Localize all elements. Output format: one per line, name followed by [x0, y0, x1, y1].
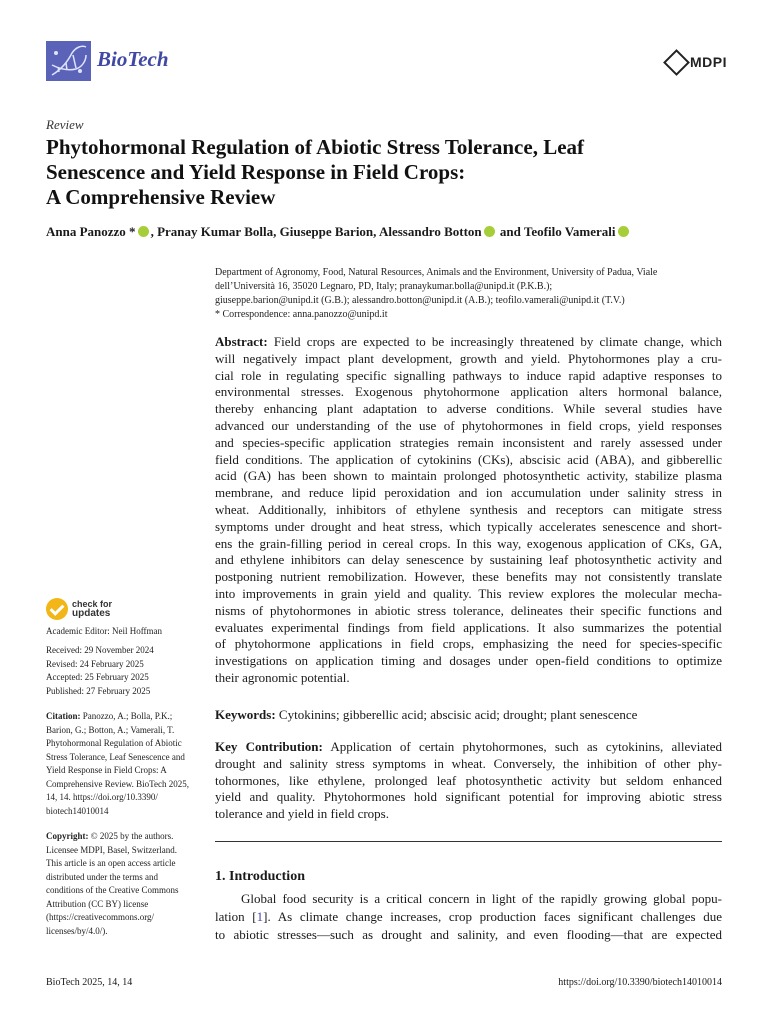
- abstract-line: environmental stresses. Exogenous phytohormone application alters hormonal balance,: [215, 384, 722, 400]
- title-line: Senescence and Yield Response in Field Crops:: [46, 160, 466, 184]
- section-divider: [215, 841, 722, 842]
- abstract-line: advanced our understanding of the use of phytohormones in field crops, yield responses: [215, 417, 722, 433]
- article-title: [46, 135, 726, 210]
- abstract: [215, 334, 722, 687]
- key-contribution-line: yield and quality. Phytohormones hold significant potential for improving abiotic stress: [215, 789, 722, 805]
- check-for-updates-badge[interactable]: check for updates: [46, 598, 112, 620]
- publisher-name: MDPI: [690, 54, 727, 70]
- key-contribution: [215, 739, 722, 823]
- abstract-line: their agronomic potential.: [215, 669, 350, 685]
- abstract-line: evaluates experimental findings from field applications. It also summarizes the potential: [215, 619, 722, 635]
- author-name: Pranay Kumar Bolla: [157, 224, 274, 239]
- introduction-text: [215, 890, 722, 944]
- author-list: Anna Panozzo * , Pranay Kumar Bolla, Giuseppe Barion, Alessandro Botton and Teofilo Vamerali: [46, 224, 631, 240]
- abstract-line: and ethylene inhibitors can delay senescence by sustaining leaf photosynthetic activity and: [215, 552, 722, 568]
- key-contribution-line: tolerance and yield in field crops.: [215, 806, 389, 822]
- orcid-icon[interactable]: [138, 226, 149, 237]
- orcid-icon[interactable]: [484, 226, 495, 237]
- academic-editor: Academic Editor: Neil Hoffman: [46, 626, 163, 636]
- affiliation-line: dell’Università 16, 35020 Legnaro, PD, Italy; pranaykumar.bolla@unipd.it (P.K.B.);: [215, 281, 553, 292]
- mdpi-diamond-icon: [663, 49, 690, 76]
- abstract-line: ens the grain-filling period in cereal crops. In this way, exogenous application of CKs, GA,: [215, 535, 722, 551]
- body-line: Global food security is a critical concern in light of the rapidly growing global popu-: [241, 891, 722, 906]
- footer-doi-link[interactable]: https://doi.org/10.3390/biotech14010014: [558, 977, 722, 988]
- keywords: [215, 707, 637, 723]
- journal-logo-icon: [46, 41, 91, 81]
- abstract-line: Abstract: Field crops are expected to be increasingly threatened by climate change, which: [215, 334, 722, 349]
- author-name: Anna Panozzo *: [46, 224, 136, 239]
- abstract-line: wheat. Additionally, inhibitors of ethylene synthesis and receptors can mitigate stress: [215, 501, 722, 517]
- abstract-line: field conditions. The application of cytokinins (CKs), abscisic acid (ABA), and gibberellic: [215, 451, 722, 467]
- abstract-line: postponing nutrient remobilization. However, these benefits may not consistently translate: [215, 569, 722, 585]
- affiliation-line: giuseppe.barion@unipd.it (G.B.); alessandro.botton@unipd.it (A.B.); teofilo.vamerali@unipd.it (T.V.): [215, 295, 625, 306]
- abstract-line: will negatively impact plant development, growth and yield. Phytohormones play a cru-: [215, 350, 722, 366]
- body-line: to abiotic stresses—such as drought and salinity, and even flooding—that are expected: [215, 927, 722, 942]
- body-line: lation [1]. As climate change increases, crop production faces significant challenges due: [215, 909, 722, 924]
- keywords-label: Keywords:: [215, 707, 276, 722]
- key-contribution-line: Key Contribution: Application of certain phytohormones, such as cytokinins, alleviated: [215, 739, 722, 754]
- abstract-line: thereby enhancing plant adaptation to adverse conditions. While several studies have: [215, 401, 722, 417]
- key-contribution-label: Key Contribution:: [215, 739, 323, 754]
- citation-block: Citation: Panozzo, A.; Bolla, P.K.; Barion, G.; Botton, A.; Vamerali, T. Phytohormonal Regulation of Abiotic Stress Tolerance, Leaf Senescence and Yield Response in Field Crops: A Comprehensive Review. BioTech 2025, 14, 14. https://doi.org/10.3390/ biotech14010014: [46, 711, 190, 816]
- keywords-text: Cytokinins; gibberellic acid; abscisic acid; drought; plant senescence: [278, 707, 638, 722]
- abstract-line: nisms of phytohormones in abiotic stress tolerance, delineates their specific functions and: [215, 602, 722, 618]
- orcid-icon[interactable]: [618, 226, 629, 237]
- publisher-logo[interactable]: [667, 50, 727, 74]
- article-type: Review: [46, 117, 84, 132]
- abstract-line: acid (GA) has been shown to maintain prolonged photosynthetic activity, stabilize plasma: [215, 468, 722, 484]
- journal-name: BioTech: [97, 47, 169, 71]
- key-contribution-line: tohormones, like ethylene, prolonged leaf photosynthetic activity but seldom enhanced: [215, 772, 722, 788]
- abstract-label: Abstract:: [215, 334, 268, 349]
- check-icon: [46, 598, 68, 620]
- copyright-block: Copyright: © 2025 by the authors. Licensee MDPI, Basel, Switzerland. This article is an open access article distributed under the terms and conditions of the Creative Commons Attribution (CC BY) license (https://creativecommons.org/ licenses/by/4.0/).: [46, 831, 179, 936]
- title-line: A Comprehensive Review: [46, 185, 276, 209]
- abstract-line: symptoms under drought and heat stress, which typically accelerates senescence and short-: [215, 518, 722, 534]
- section-heading: 1. Introduction: [215, 869, 305, 884]
- author-name: Alessandro Botton: [378, 224, 482, 239]
- abstract-line: investigations on application timing and dosages under open-field conditions to optimize: [215, 653, 722, 669]
- citation-link[interactable]: 1: [256, 909, 264, 924]
- affiliation-block: [215, 266, 730, 322]
- correspondence-line: * Correspondence: anna.panozzo@unipd.it: [215, 309, 388, 320]
- author-name: Teofilo Vamerali: [523, 224, 616, 239]
- publication-dates: Received: 29 November 2024 Revised: 24 February 2025 Accepted: 25 February 2025 Published: 27 February 2025: [46, 645, 154, 696]
- abstract-line: of phytohormone applications in field crops, emphasizing the need for species-specific: [215, 636, 722, 652]
- author-name: Giuseppe Barion: [279, 224, 374, 239]
- abstract-line: and species-specific application strategies remain inconsistent and rarely assessed under: [215, 434, 722, 450]
- affiliation-line: Department of Agronomy, Food, Natural Resources, Animals and the Environment, University of Padua, Viale: [215, 267, 658, 278]
- abstract-line: cial role in regulating specific signalling pathways to induce rapid adaptive responses to: [215, 367, 722, 383]
- abstract-line: into improvements in grain yield and quality. This review explores the molecular mecha-: [215, 585, 722, 601]
- title-line: Phytohormonal Regulation of Abiotic Stress Tolerance, Leaf: [46, 135, 585, 159]
- footer-journal-info: BioTech 2025, 14, 14: [46, 977, 133, 988]
- abstract-line: membrane, and reduce lipid peroxidation and ion accumulation under salinity stress in: [215, 485, 722, 501]
- key-contribution-line: drought and salinity stress symptoms in wheat. Conversely, the inhibition of other phy-: [215, 755, 722, 771]
